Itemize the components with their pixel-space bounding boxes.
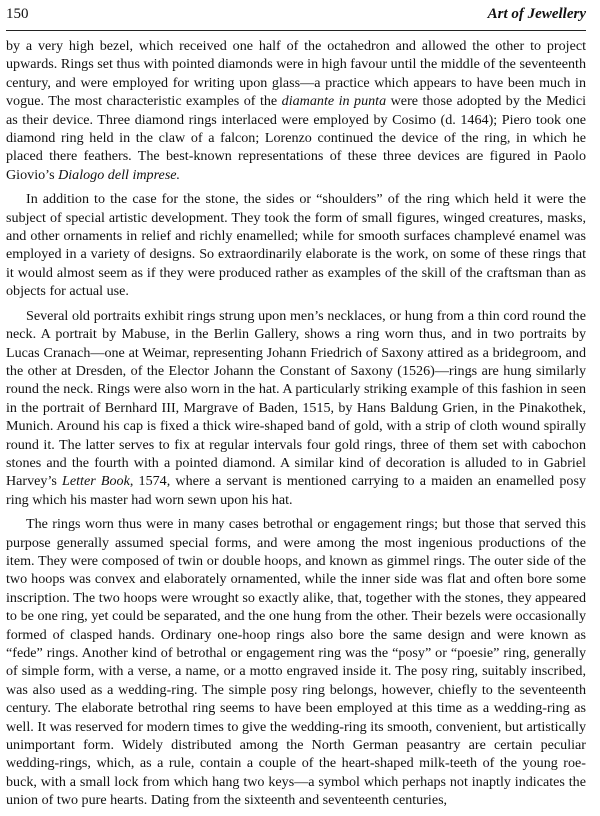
text-run: The rings worn thus were in many cases betrothal or engagement rings; but those that served this purpose generally assumed special forms, and were among the most ingenious productions of the item. They were composed of twin or double hoops, and known as gimmel rings. The outer side of the two hoops was convex and elaborately ornamented, while the inner side was flat and often bore some inscription. The two hoops were wrought so exactly alike, that, together with the stones, they appeared to be one ring, yet could be separated, and the one hung from the other. Their bezels were occasionally formed of clasped hands. Ordinary one-hoop rings also bore the same design and were known as “fede” rings. Another kind of betrothal or engagement ring was the “posy” or “poesie” ring, generally of simple form, with a verse, a name, or a motto engraved inside it. The posy ring, suitably inscribed, was also used as a wedding-ring. The simple posy ring belongs, however, chiefly to the seventeenth century. The elaborate betrothal ring seems to have been employed at this time as a wedding-ring as well. It was reserved for modern times to give the wedding-ring its smooth, convenient, but artistically unimportant form. Widely distributed among the North German peasantry are certain peculiar wedding-rings, which, as a rule, contain a couple of the heart-shaped milk-teeth of the young roe-buck, with a small lock from which hang two keys—a symbol which perhaps not inaptly indicates the union of two pure hearts. Dating from the sixteenth and seventeenth centuries, [6, 516, 586, 809]
paragraph [6, 307, 586, 509]
header-rule [6, 30, 586, 31]
running-title: Art of Jewellery [487, 6, 586, 22]
text-run: by a very high bezel, which received one half of the octahedron and allowed the other to project upwards. Rings set thus with pointed diamonds were in high favour until the middle of the seventeenth century, and were employed for writing upon glass—a practice which appears to have been much in vogue. The most characteristic examples of the [6, 38, 586, 110]
paragraph [6, 190, 586, 300]
italic-text: Letter Book [62, 473, 130, 490]
page-number: 150 [6, 6, 29, 22]
text-run: , 1574, where a servant is mentioned carrying to a maiden an enamelled posy ring which his master had worn sewn upon his hat. [6, 473, 586, 508]
text-run: Several old portraits exhibit rings strung upon men’s necklaces, or hung from a thin cord round the neck. A portrait by Mabuse, in the Berlin Gallery, shows a ring worn thus, and in two portraits by Lucas Cranach—one at Weimar, representing Johann Friedrich of Saxony attired as a bridegroom, and the other at Dresden, of the Elector Johann the Constant of Saxony (1526)—rings are hung similarly round the neck. Rings were also worn in the hat. A particularly striking example of this fashion in seen in the portrait of Bernhard III, Margrave of Baden, 1515, by Hans Baldung Grien, in the Pinakothek, Munich. Around his cap is fixed a thick wire-shaped band of gold, with a strip of cloth wound spirally round it. The latter serves to fix at regular intervals four gold rings, three of them set with cabochon stones and the fourth with a pointed diamond. A similar kind of decoration is alluded to in Gabriel Harvey’s [6, 307, 586, 490]
paragraph [6, 37, 586, 184]
body-text [6, 37, 586, 810]
italic-text: Dialogo dell imprese. [58, 166, 181, 183]
paragraph [6, 515, 586, 810]
text-run: In addition to the case for the stone, the sides or “shoulders” of the ring which held it were the subject of special artistic development. They took the form of small figures, winged creatures, masks, and other ornaments in relief and richly enamelled; while for smooth surfaces champlevé enamel was employed in a variety of designs. So extraordinarily elaborate is the work, on some of these rings that it would almost seem as if they were produced rather as examples of the skill of the craftsman than as objects for actual use. [6, 191, 586, 300]
italic-text: diamante in punta [281, 93, 387, 110]
text-run: were those adopted by the Medici as their device. Three diamond rings interlaced were employed by Cosimo (d. 1464); Piero took one diamond ring held in the claw of a falcon; Lorenzo continued the device of the ring, in which he placed there feathers. The best-known representations of these three devices are figured in Paolo Giovio’s [6, 93, 586, 183]
page-header [6, 6, 586, 28]
